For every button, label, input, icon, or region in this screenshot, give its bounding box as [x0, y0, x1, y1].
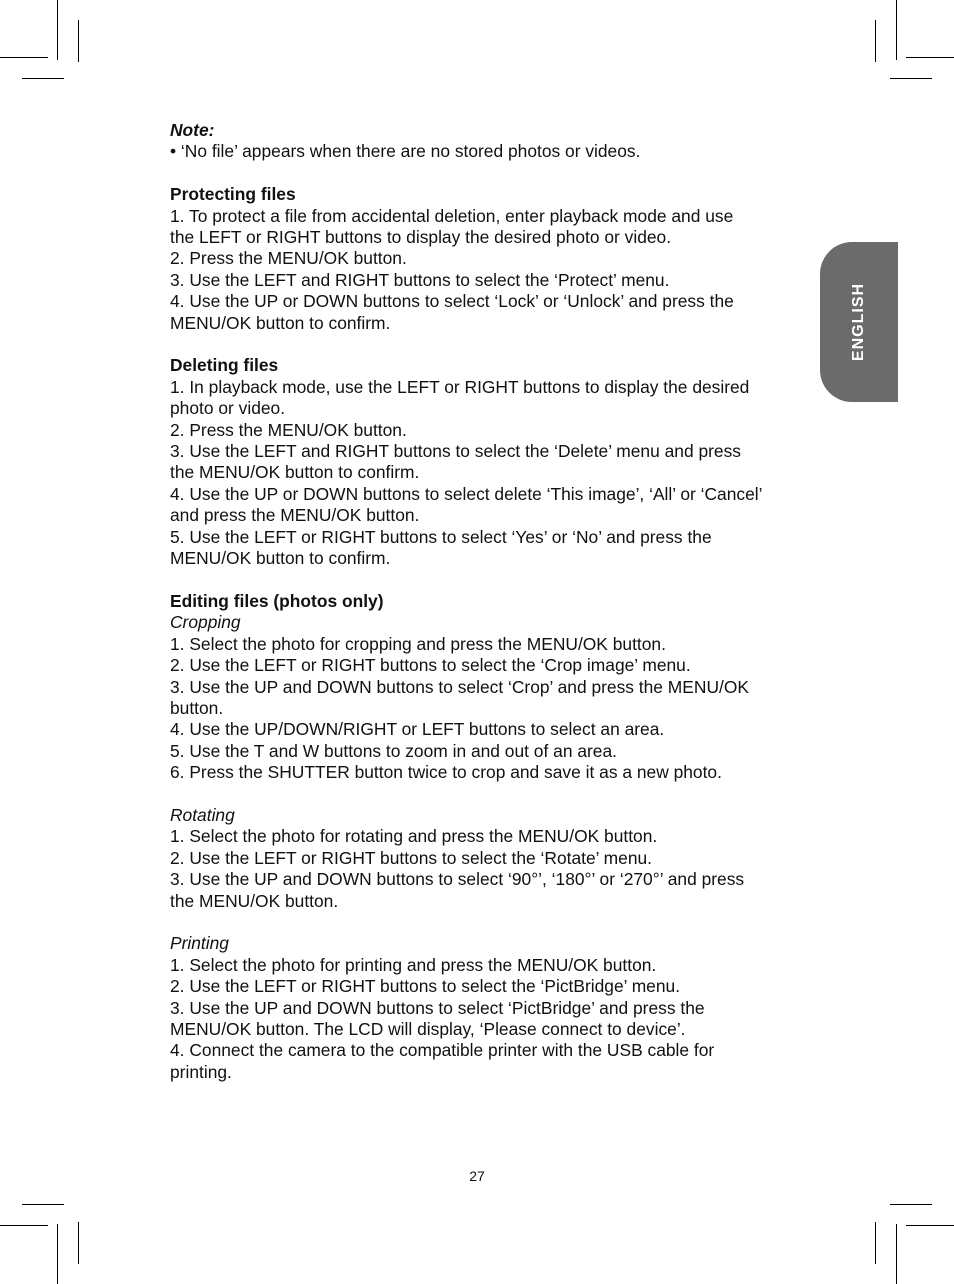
crop-mark	[78, 20, 79, 62]
cropping-line: 3. Use the UP and DOWN buttons to select ‘Crop’ and press the MENU/OK	[170, 676, 749, 697]
crop-mark	[22, 1204, 64, 1205]
crop-mark	[875, 1222, 876, 1264]
crop-mark	[0, 1225, 48, 1226]
deleting-line: 2. Press the MENU/OK button.	[170, 419, 407, 440]
deleting-line: the MENU/OK button to confirm.	[170, 462, 420, 483]
protecting-line: 4. Use the UP or DOWN buttons to select ‘Lock’ or ‘Unlock’ and press the	[170, 291, 734, 312]
cropping-line: 4. Use the UP/DOWN/RIGHT or LEFT buttons to select an area.	[170, 719, 665, 740]
deleting-line: 1. In playback mode, use the LEFT or RIGHT buttons to display the desired	[170, 376, 750, 397]
protecting-line: MENU/OK button to confirm.	[170, 312, 391, 333]
printing-line: MENU/OK button. The LCD will display, ‘Please connect to device’.	[170, 1018, 686, 1039]
rotating-heading: Rotating	[170, 804, 235, 825]
deleting-line: MENU/OK button to confirm.	[170, 548, 391, 569]
deleting-line: photo or video.	[170, 398, 286, 419]
protecting-line: 1. To protect a file from accidental deletion, enter playback mode and use	[170, 205, 734, 226]
cropping-line: 6. Press the SHUTTER button twice to crop and save it as a new photo.	[170, 762, 722, 783]
deleting-line: 5. Use the LEFT or RIGHT buttons to select ‘Yes’ or ‘No’ and press the	[170, 526, 712, 547]
editing-heading: Editing files (photos only)	[170, 590, 384, 611]
protecting-line: the LEFT or RIGHT buttons to display the desired photo or video.	[170, 227, 672, 248]
cropping-heading: Cropping	[170, 612, 241, 633]
manual-content	[170, 120, 820, 1083]
crop-mark	[906, 1225, 954, 1226]
note-heading: Note:	[170, 120, 215, 140]
crop-mark	[875, 20, 876, 62]
language-tab	[820, 242, 898, 402]
deleting-line: and press the MENU/OK button.	[170, 505, 420, 526]
crop-mark	[890, 78, 932, 79]
rotating-line: 3. Use the UP and DOWN buttons to select ‘90°’, ‘180°’ or ‘270°’ and press	[170, 869, 745, 890]
crop-mark	[896, 1224, 897, 1284]
cropping-line: 5. Use the T and W buttons to zoom in and out of an area.	[170, 740, 617, 761]
cropping-line: 2. Use the LEFT or RIGHT buttons to select the ‘Crop image’ menu.	[170, 655, 691, 676]
deleting-line: 3. Use the LEFT and RIGHT buttons to select the ‘Delete’ menu and press	[170, 441, 741, 462]
rotating-line: the MENU/OK button.	[170, 890, 339, 911]
printing-line: 2. Use the LEFT or RIGHT buttons to select the ‘PictBridge’ menu.	[170, 976, 681, 997]
printing-line: printing.	[170, 1061, 232, 1082]
language-tab-label: ENGLISH	[850, 282, 867, 362]
printing-line: 3. Use the UP and DOWN buttons to select ‘PictBridge’ and press the	[170, 997, 705, 1018]
rotating-line: 2. Use the LEFT or RIGHT buttons to select the ‘Rotate’ menu.	[170, 847, 653, 868]
page-number: 27	[469, 1168, 485, 1184]
crop-mark	[57, 0, 58, 60]
cropping-line: 1. Select the photo for cropping and press the MENU/OK button.	[170, 633, 666, 654]
crop-mark	[890, 1204, 932, 1205]
crop-mark	[0, 57, 48, 58]
protecting-line: 3. Use the LEFT and RIGHT buttons to select the ‘Protect’ menu.	[170, 269, 670, 290]
printing-heading: Printing	[170, 933, 229, 954]
deleting-line: 4. Use the UP or DOWN buttons to select delete ‘This image’, ‘All’ or ‘Cancel’	[170, 483, 763, 504]
crop-mark	[906, 57, 954, 58]
crop-mark	[78, 1222, 79, 1264]
printing-line: 4. Connect the camera to the compatible printer with the USB cable for	[170, 1040, 715, 1061]
protecting-line: 2. Press the MENU/OK button.	[170, 248, 407, 269]
crop-mark	[57, 1224, 58, 1284]
rotating-line: 1. Select the photo for rotating and press the MENU/OK button.	[170, 826, 658, 847]
protecting-heading: Protecting files	[170, 184, 296, 205]
crop-mark	[896, 0, 897, 60]
note-line: • ‘No file’ appears when there are no stored photos or videos.	[170, 141, 641, 162]
deleting-heading: Deleting files	[170, 355, 279, 376]
cropping-line: button.	[170, 697, 224, 718]
crop-mark	[22, 78, 64, 79]
printing-line: 1. Select the photo for printing and press the MENU/OK button.	[170, 954, 657, 975]
